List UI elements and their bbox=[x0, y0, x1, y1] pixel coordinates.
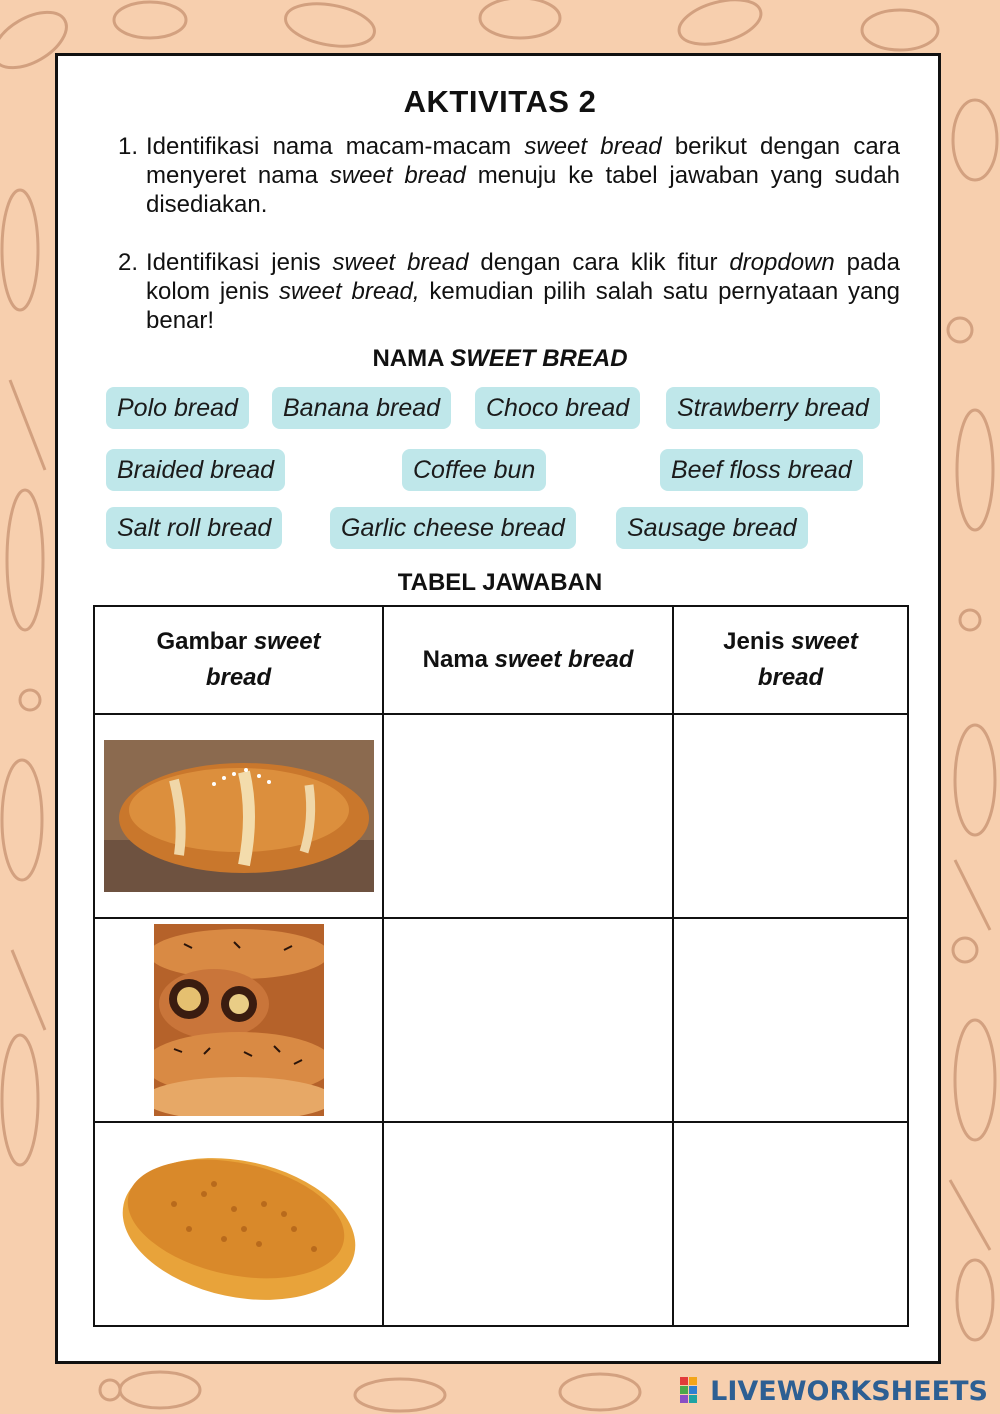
instruction-2: 2. Identifikasi jenis sweet bread dengan cara klik fitur dropdown pada kolom jenis sweet bread, kemudian pilih salah satu pernyataan yang benar! bbox=[118, 249, 901, 334]
type-dropdown-cell[interactable] bbox=[673, 714, 908, 918]
name-option-beef-floss-bread[interactable]: Beef floss bread bbox=[660, 449, 863, 491]
name-option-banana-bread[interactable]: Banana bread bbox=[272, 387, 451, 429]
instruction-number: 2. bbox=[118, 249, 139, 276]
table-row bbox=[94, 1122, 908, 1326]
name-option-braided-bread[interactable]: Braided bread bbox=[106, 449, 285, 491]
name-answer-cell[interactable] bbox=[383, 1122, 673, 1326]
table-row bbox=[94, 918, 908, 1122]
header-image: Gambar sweet bread bbox=[94, 606, 383, 714]
name-option-sausage-bread[interactable]: Sausage bread bbox=[616, 507, 808, 549]
names-heading: NAMA SWEET BREAD bbox=[372, 345, 628, 372]
logo-mark-icon bbox=[680, 1377, 706, 1405]
banana-chocolate-bread-photo bbox=[154, 924, 324, 1116]
type-dropdown-cell[interactable] bbox=[673, 918, 908, 1122]
instruction-1: 1. Identifikasi nama macam-macam sweet bread berikut dengan cara menyeret nama sweet bread menuju ke tabel jawaban yang sudah disediakan. bbox=[118, 133, 901, 218]
page-title: AKTIVITAS 2 bbox=[403, 84, 597, 119]
answer-table bbox=[93, 605, 909, 1327]
table-header-row bbox=[94, 606, 908, 714]
table-heading: TABEL JAWABAN bbox=[397, 569, 603, 596]
header-name: Nama sweet bread bbox=[383, 606, 673, 714]
name-option-polo-bread[interactable]: Polo bread bbox=[106, 387, 249, 429]
logo-text: LIVEWORKSHEETS bbox=[710, 1375, 988, 1407]
header-type: Jenis sweet bread bbox=[673, 606, 908, 714]
name-answer-cell[interactable] bbox=[383, 714, 673, 918]
table-row bbox=[94, 714, 908, 918]
name-option-salt-roll-bread[interactable]: Salt roll bread bbox=[106, 507, 282, 549]
name-option-choco-bread[interactable]: Choco bread bbox=[475, 387, 640, 429]
image-cell bbox=[94, 1122, 383, 1326]
beef-floss-bread-photo bbox=[114, 1134, 364, 1314]
name-option-strawberry-bread[interactable]: Strawberry bread bbox=[666, 387, 880, 429]
name-option-coffee-bun[interactable]: Coffee bun bbox=[402, 449, 546, 491]
salt-roll-bread-photo bbox=[104, 740, 374, 892]
name-answer-cell[interactable] bbox=[383, 918, 673, 1122]
type-dropdown-cell[interactable] bbox=[673, 1122, 908, 1326]
name-option-garlic-cheese-bread[interactable]: Garlic cheese bread bbox=[330, 507, 576, 549]
image-cell bbox=[94, 714, 383, 918]
instruction-number: 1. bbox=[118, 133, 139, 160]
image-cell bbox=[94, 918, 383, 1122]
liveworksheets-logo bbox=[680, 1376, 988, 1406]
